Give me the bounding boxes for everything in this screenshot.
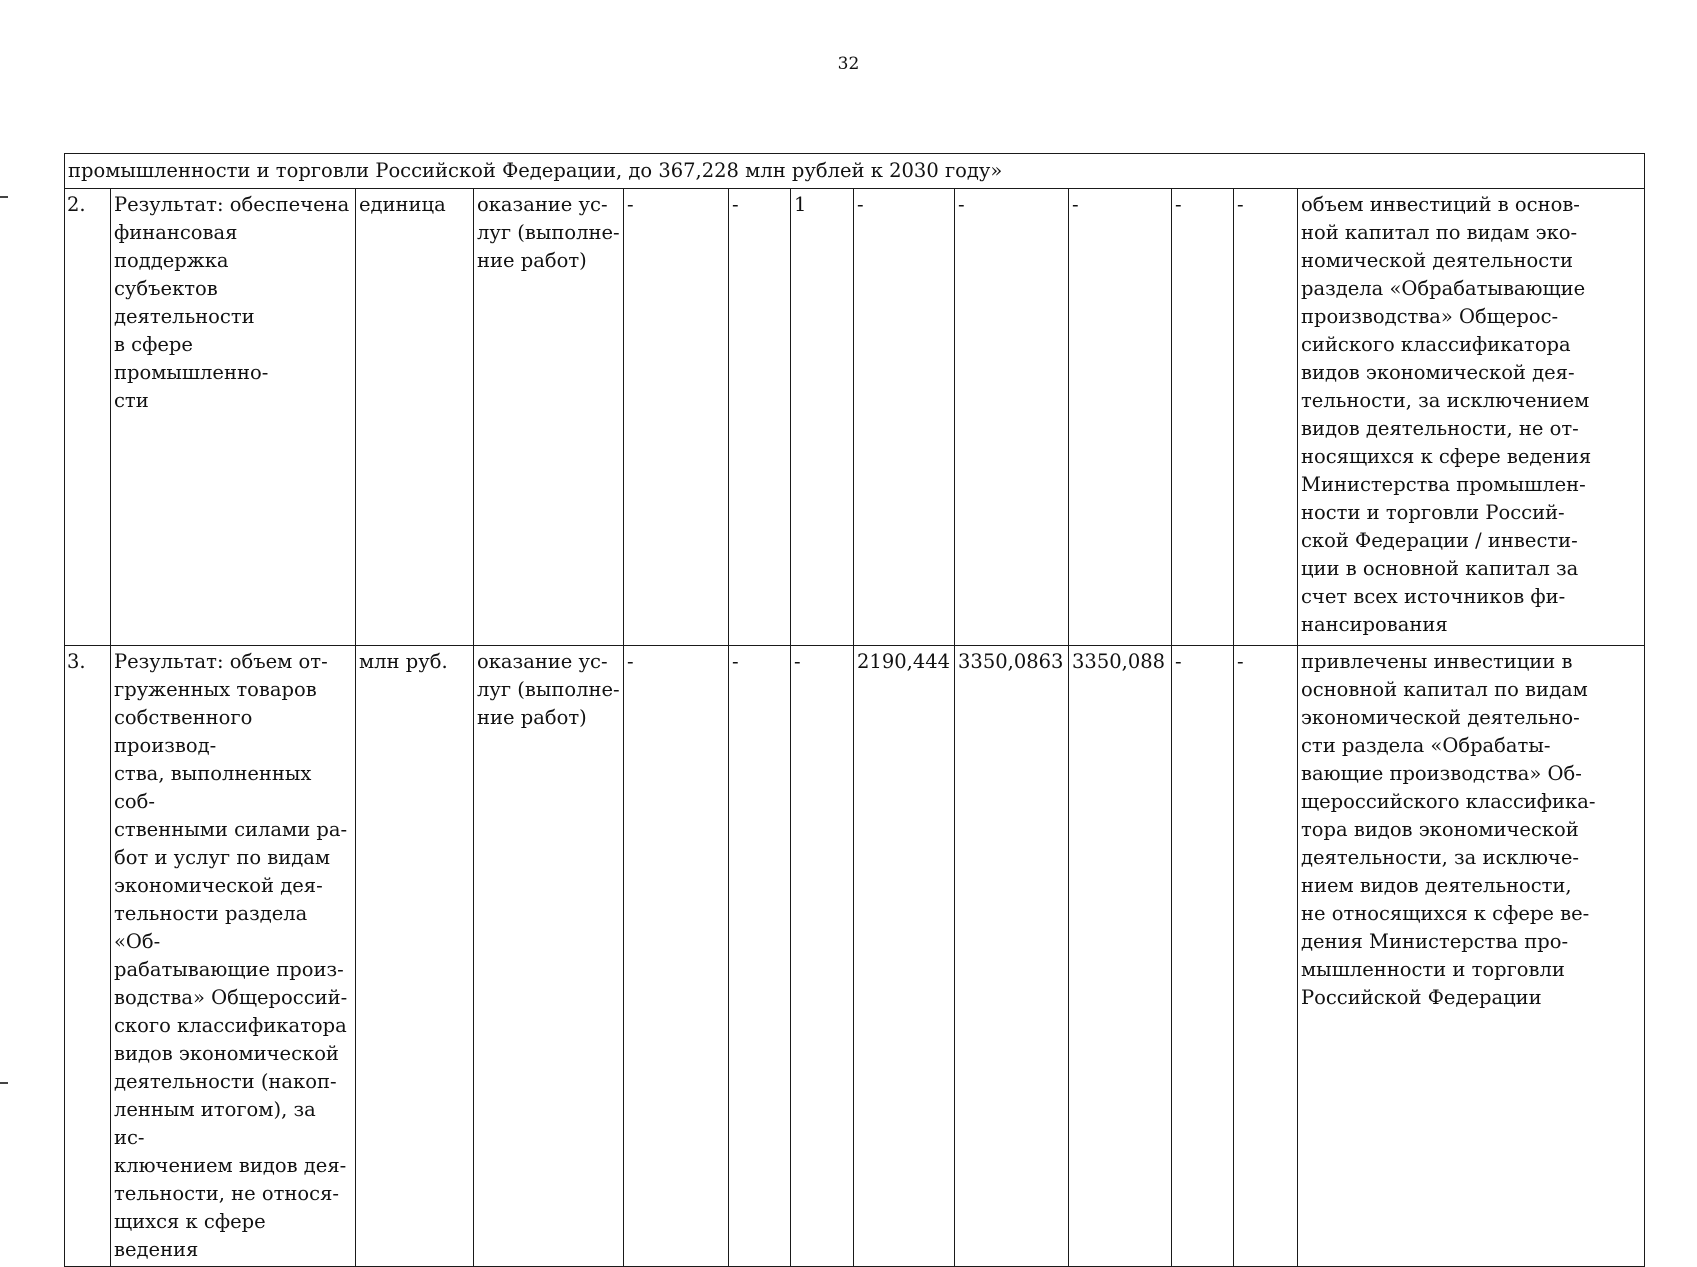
document-table <box>64 153 1645 1267</box>
value-cell: - <box>955 189 1069 646</box>
row-number: 2. <box>65 189 111 646</box>
value-cell: - <box>854 189 955 646</box>
value-cell: - <box>791 646 854 1267</box>
unit-cell: млн руб. <box>356 646 474 1267</box>
value-cell: 1 <box>791 189 854 646</box>
value-cell: - <box>624 646 729 1267</box>
continuation-text: промышленности и торговли Российской Федерации, до 367,228 млн рублей к 2030 году» <box>65 154 1645 189</box>
row-number: 3. <box>65 646 111 1267</box>
value-cell: 2190,444 <box>854 646 955 1267</box>
value-cell: - <box>729 646 791 1267</box>
value-cell: - <box>1172 189 1234 646</box>
value-cell: 3350,0863 <box>955 646 1069 1267</box>
value-cell: - <box>1234 189 1298 646</box>
margin-mark <box>0 196 8 198</box>
value-cell: - <box>729 189 791 646</box>
result-description: Результат: обеспечена финансовая поддержка субъектов деятельности в сфере промышленно- сти <box>111 189 356 646</box>
result-description: Результат: объем от- груженных товаров собственного производ- ства, выполненных соб- ственными силами ра- бот и услуг по видам экономической дея- тельности раздела «Об- рабатывающие произ- водства» Общероссий- ского классификатора видов экономической деятельности (накоп- ленным итогом), за ис- ключением видов дея- тельности, не относя- щихся к сфере ведения <box>111 646 356 1267</box>
table-row <box>65 189 1645 646</box>
linked-indicator: привлечены инвестиции в основной капитал по видам экономической деятельно- сти раздела «Обрабаты- вающие производства» Об- щероссийского классифика- тора видов экономической деятельности, за исключе- нием видов деятельности, не относящихся к сфере ве- дения Министерства про- мышленности и торговли Российской Федерации <box>1298 646 1645 1267</box>
value-cell: - <box>624 189 729 646</box>
linked-indicator: объем инвестиций в основ- ной капитал по видам эко- номической деятельности раздела «Обрабатывающие производства» Общерос- сийского классификатора видов экономической дея- тельности, за исключением видов деятельности, не от- носящихся к сфере ведения Министерства промышлен- ности и торговли Россий- ской Федерации / инвести- ции в основной капитал за счет всех источников фи- нансирования <box>1298 189 1645 646</box>
value-cell: - <box>1069 189 1172 646</box>
value-cell: - <box>1234 646 1298 1267</box>
table-continuation-row <box>65 154 1645 189</box>
unit-cell: единица <box>356 189 474 646</box>
margin-mark <box>0 1082 8 1084</box>
table-row <box>65 646 1645 1267</box>
result-type-cell: оказание ус- луг (выполне- ние работ) <box>474 189 624 646</box>
value-cell: 3350,088 <box>1069 646 1172 1267</box>
page-number: 32 <box>837 54 860 74</box>
result-type-cell: оказание ус- луг (выполне- ние работ) <box>474 646 624 1267</box>
value-cell: - <box>1172 646 1234 1267</box>
